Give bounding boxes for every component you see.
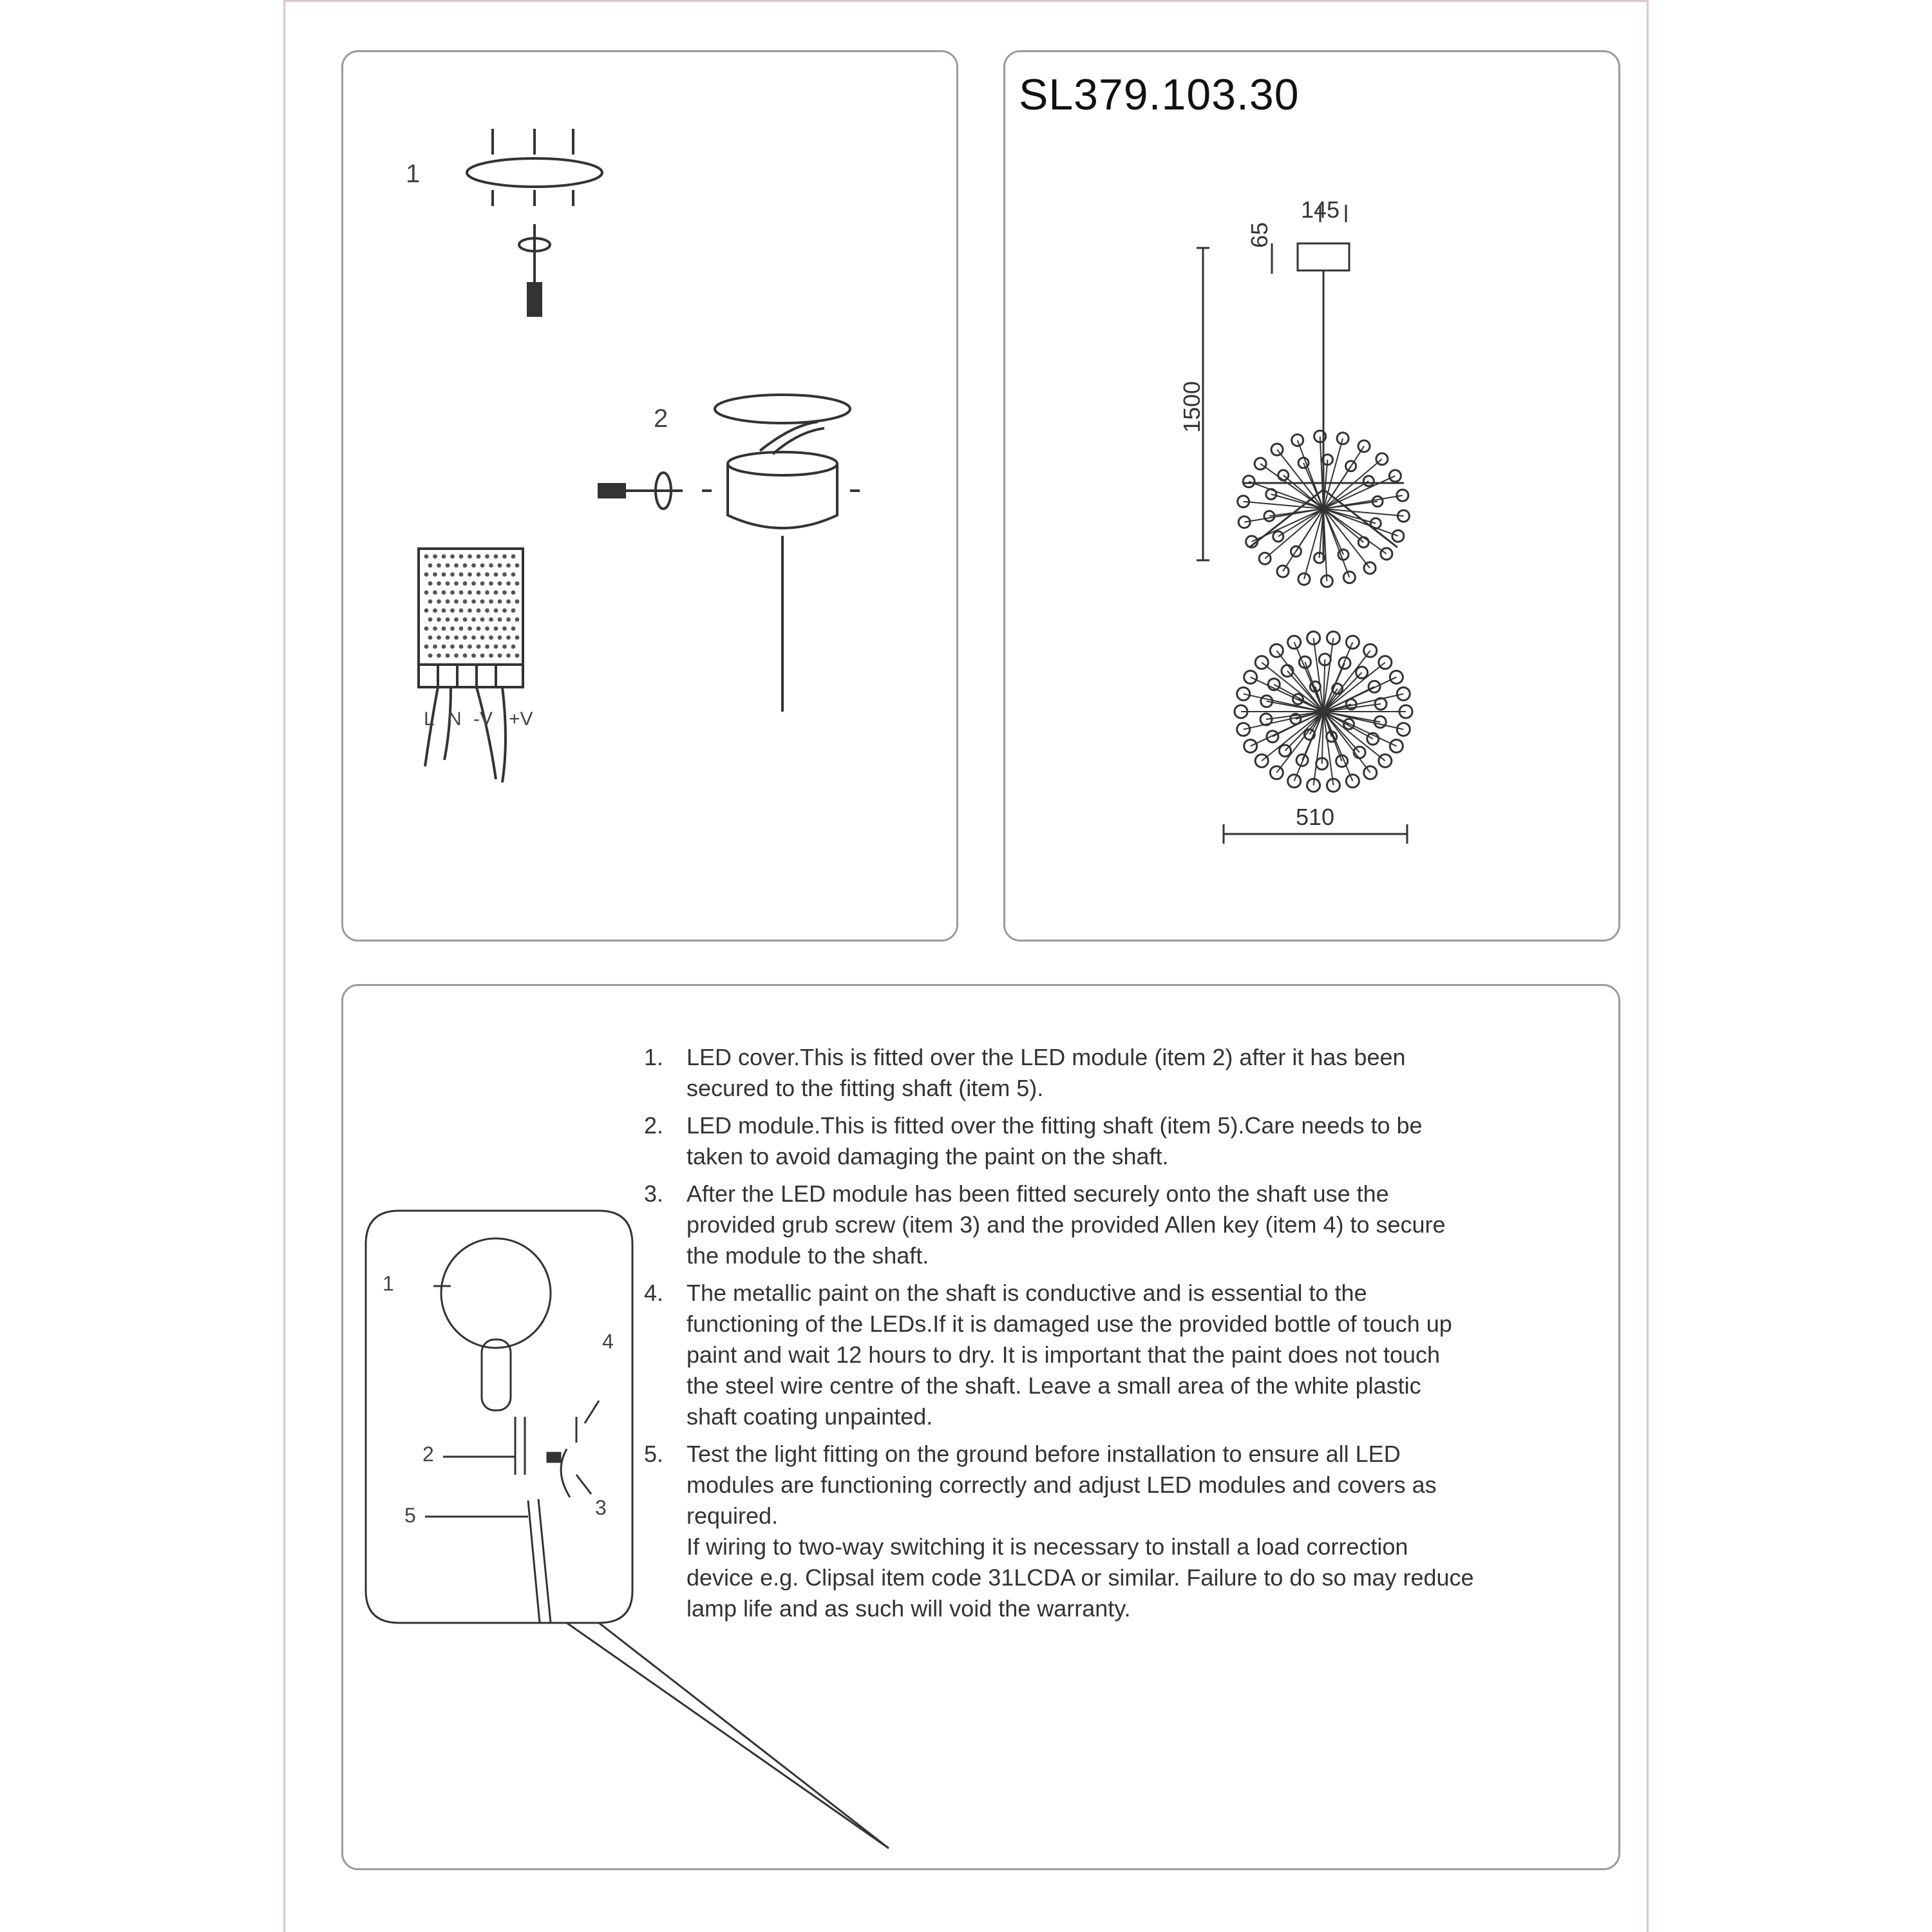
model-code: SL379.103.30 bbox=[1019, 70, 1300, 119]
dim-canopy-height: 65 bbox=[1246, 222, 1273, 248]
vent-hole bbox=[515, 564, 520, 568]
vent-hole bbox=[433, 645, 437, 649]
vent-hole bbox=[485, 573, 489, 577]
vent-hole bbox=[471, 600, 476, 604]
vent-hole bbox=[446, 564, 450, 568]
vent-hole bbox=[442, 591, 446, 595]
vent-hole bbox=[424, 554, 429, 559]
vent-hole bbox=[437, 564, 441, 568]
callout-2: 2 bbox=[422, 1443, 434, 1466]
vent-hole bbox=[477, 627, 481, 631]
vent-hole bbox=[468, 573, 472, 577]
vent-hole bbox=[437, 582, 441, 586]
vent-hole bbox=[515, 636, 520, 640]
vent-hole bbox=[511, 573, 516, 577]
mounting-plate bbox=[467, 158, 602, 187]
vent-hole bbox=[446, 582, 450, 586]
vent-hole bbox=[459, 627, 464, 631]
vent-hole bbox=[506, 582, 511, 586]
vent-hole bbox=[463, 654, 468, 658]
vent-hole bbox=[468, 645, 472, 649]
vent-hole bbox=[489, 600, 493, 604]
vent-hole bbox=[506, 636, 511, 640]
vent-hole bbox=[463, 636, 468, 640]
vent-hole bbox=[471, 636, 476, 640]
vent-hole bbox=[450, 627, 455, 631]
terminal-minus-v: -V bbox=[473, 708, 493, 730]
vent-hole bbox=[511, 627, 516, 631]
vent-hole bbox=[506, 618, 511, 622]
vent-hole bbox=[463, 618, 468, 622]
vent-hole bbox=[506, 600, 511, 604]
vent-hole bbox=[463, 600, 468, 604]
vent-hole bbox=[485, 627, 489, 631]
vent-hole bbox=[454, 582, 459, 586]
instruction-list bbox=[644, 1042, 1475, 1631]
vent-hole bbox=[515, 582, 520, 586]
vent-hole bbox=[459, 645, 464, 649]
vent-hole bbox=[454, 654, 459, 658]
vent-hole bbox=[424, 627, 429, 631]
vent-hole bbox=[485, 609, 489, 613]
vent-hole bbox=[477, 609, 481, 613]
vent-hole bbox=[477, 591, 481, 595]
vent-hole bbox=[442, 645, 446, 649]
vent-hole bbox=[511, 645, 516, 649]
vent-hole bbox=[428, 618, 433, 622]
led-heads-plan bbox=[1235, 632, 1412, 792]
vent-hole bbox=[437, 618, 441, 622]
vent-hole bbox=[468, 609, 472, 613]
vent-hole bbox=[511, 591, 516, 595]
vent-hole bbox=[506, 564, 511, 568]
vent-hole bbox=[506, 654, 511, 658]
callout-3: 3 bbox=[595, 1496, 607, 1519]
terminal-L: L bbox=[424, 708, 435, 730]
vent-hole bbox=[515, 654, 520, 658]
vent-hole bbox=[498, 618, 502, 622]
vent-hole bbox=[424, 609, 429, 613]
vent-hole bbox=[450, 645, 455, 649]
vent-hole bbox=[454, 618, 459, 622]
terminal-N: N bbox=[448, 708, 462, 730]
vent-hole bbox=[433, 609, 437, 613]
vent-hole bbox=[494, 591, 498, 595]
vent-hole bbox=[459, 573, 464, 577]
vent-hole bbox=[489, 582, 493, 586]
vent-hole bbox=[498, 636, 502, 640]
instruction-item: 3. After the LED module has been fitted securely onto the shaft use the provided grub screw (item 3) and the provided Allen key (item 4) to secure the module to the shaft. bbox=[644, 1180, 1446, 1269]
callout-1: 1 bbox=[383, 1272, 394, 1295]
vent-hole bbox=[433, 554, 437, 559]
vent-hole bbox=[494, 554, 498, 559]
vent-hole bbox=[450, 573, 455, 577]
vent-hole bbox=[480, 636, 485, 640]
vent-hole bbox=[515, 618, 520, 622]
vent-hole bbox=[477, 645, 481, 649]
vent-hole bbox=[428, 600, 433, 604]
vent-hole bbox=[459, 591, 464, 595]
vent-hole bbox=[480, 564, 485, 568]
vent-hole bbox=[489, 618, 493, 622]
instruction-item: 4. The metallic paint on the shaft is conductive and is essential to the functioning of the LEDs.If it is damaged use the provided bottle of touch up paint and wait 12 hours to dry. It is important that the paint does not touch the steel wire centre of the shaft. Leave a small area of the white plastic shaft coating unpainted. bbox=[644, 1280, 1452, 1430]
vent-hole bbox=[468, 627, 472, 631]
vent-hole bbox=[480, 582, 485, 586]
canopy bbox=[728, 464, 837, 528]
terminal-plus-v: +V bbox=[509, 708, 533, 730]
vent-hole bbox=[446, 618, 450, 622]
vent-hole bbox=[428, 654, 433, 658]
vent-hole bbox=[424, 645, 429, 649]
vent-hole bbox=[450, 609, 455, 613]
vent-hole bbox=[471, 618, 476, 622]
vent-hole bbox=[502, 645, 507, 649]
vent-hole bbox=[494, 573, 498, 577]
vent-hole bbox=[485, 645, 489, 649]
vent-hole bbox=[450, 554, 455, 559]
vent-hole bbox=[498, 600, 502, 604]
instruction-item: 2. LED module.This is fitted over the fitting shaft (item 5).Care needs to be taken to avoid damaging the paint on the shaft. bbox=[644, 1112, 1423, 1170]
dim-diameter: 510 bbox=[1296, 804, 1335, 830]
vent-hole bbox=[442, 609, 446, 613]
canopy-elevation bbox=[1298, 243, 1349, 270]
vent-hole bbox=[494, 609, 498, 613]
vent-hole bbox=[454, 600, 459, 604]
vent-hole bbox=[515, 600, 520, 604]
instruction-item: 1. LED cover.This is fitted over the LED module (item 2) after it has been secured to the fitting shaft (item 5). bbox=[644, 1044, 1406, 1101]
vent-hole bbox=[437, 636, 441, 640]
vent-hole bbox=[433, 627, 437, 631]
vent-hole bbox=[454, 636, 459, 640]
vent-hole bbox=[489, 636, 493, 640]
vent-hole bbox=[442, 573, 446, 577]
vent-hole bbox=[498, 564, 502, 568]
vent-hole bbox=[446, 654, 450, 658]
vent-hole bbox=[468, 591, 472, 595]
vent-hole bbox=[468, 554, 472, 559]
driver-vent-holes bbox=[424, 554, 520, 658]
driver-terminal-block bbox=[419, 665, 523, 687]
vent-hole bbox=[463, 582, 468, 586]
vent-hole bbox=[502, 609, 507, 613]
vent-hole bbox=[459, 554, 464, 559]
vent-hole bbox=[494, 645, 498, 649]
vent-hole bbox=[502, 627, 507, 631]
ceiling-plate bbox=[715, 395, 850, 423]
vent-hole bbox=[446, 636, 450, 640]
vent-hole bbox=[485, 591, 489, 595]
vent-hole bbox=[502, 591, 507, 595]
callout-4: 4 bbox=[602, 1330, 614, 1353]
vent-hole bbox=[477, 573, 481, 577]
vent-hole bbox=[471, 582, 476, 586]
vent-hole bbox=[498, 654, 502, 658]
vent-hole bbox=[428, 636, 433, 640]
vent-hole bbox=[502, 554, 507, 559]
vent-hole bbox=[424, 591, 429, 595]
vent-hole bbox=[480, 618, 485, 622]
led-module-part bbox=[482, 1340, 511, 1410]
vent-hole bbox=[437, 600, 441, 604]
vent-hole bbox=[489, 654, 493, 658]
vent-hole bbox=[511, 554, 516, 559]
vent-hole bbox=[485, 554, 489, 559]
dim-canopy-width: 145 bbox=[1301, 196, 1340, 223]
detail-callout-bubble bbox=[366, 1211, 632, 1623]
vent-hole bbox=[450, 591, 455, 595]
led-cover-part bbox=[441, 1238, 551, 1348]
vent-hole bbox=[454, 564, 459, 568]
instruction-item: 5. Test the light fitting on the ground before installation to ensure all LED modules are functioning correctly and adjust LED modules and covers as required. If wiring to two-way switching it is necessary to install a load correction device e.g. Clipsal item code 31LCDA or similar. Failure to do so may reduce lamp life and as such will void the warranty. bbox=[644, 1439, 1475, 1624]
step-1-label: 1 bbox=[406, 160, 421, 188]
callout-5: 5 bbox=[404, 1504, 416, 1527]
vent-hole bbox=[433, 573, 437, 577]
vent-hole bbox=[442, 554, 446, 559]
vent-hole bbox=[459, 609, 464, 613]
vent-hole bbox=[428, 582, 433, 586]
vent-hole bbox=[494, 627, 498, 631]
vent-hole bbox=[511, 609, 516, 613]
vent-hole bbox=[477, 554, 481, 559]
vent-hole bbox=[437, 654, 441, 658]
vent-hole bbox=[428, 564, 433, 568]
wiring-note: If wiring to two-way switching it is necessary to install a load correction device e.g. Clipsal item code 31LCDA or similar. Failure to do so may reduce lamp life and as such will void the warranty. bbox=[687, 1533, 1474, 1622]
vent-hole bbox=[502, 573, 507, 577]
vent-hole bbox=[471, 654, 476, 658]
vent-hole bbox=[442, 627, 446, 631]
vent-hole bbox=[489, 564, 493, 568]
detail-pointer-line bbox=[567, 1623, 889, 1848]
vent-hole bbox=[471, 564, 476, 568]
step-2-label: 2 bbox=[654, 404, 668, 433]
vent-hole bbox=[498, 582, 502, 586]
vent-hole bbox=[433, 591, 437, 595]
vent-hole bbox=[480, 654, 485, 658]
vent-hole bbox=[446, 600, 450, 604]
fitting-shaft-part bbox=[528, 1501, 540, 1623]
vent-hole bbox=[463, 564, 468, 568]
dim-overall-height: 1500 bbox=[1179, 381, 1205, 433]
vent-hole bbox=[424, 573, 429, 577]
vent-hole bbox=[480, 600, 485, 604]
